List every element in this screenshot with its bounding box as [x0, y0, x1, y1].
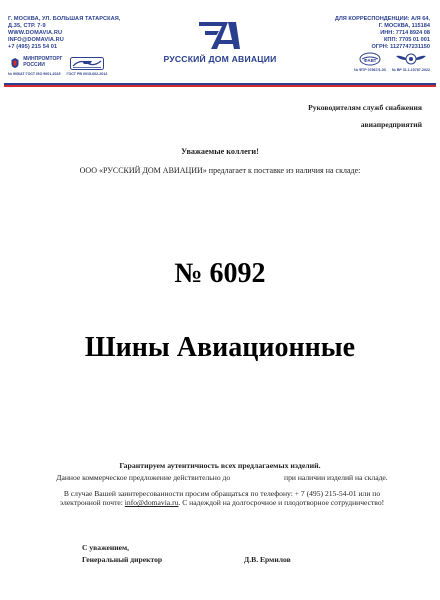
offer-title: Шины Авиационные [84, 332, 356, 363]
validity-text: Данное коммерческое предложение действительно до [56, 473, 231, 482]
validity-paragraph [28, 473, 416, 482]
guarantee-statement: Гарантируем аутентичность всех предлагаемых изделий. [119, 461, 321, 470]
contact-text: В случае Вашей заинтересованности просим обращаться по телефону: + 7 (495) 215-54-01 или по [63, 489, 381, 498]
correspondence-details [310, 16, 430, 51]
left-certifications [8, 56, 107, 76]
greeting: Уважаемые коллеги! [181, 147, 259, 156]
contact-text: . С надеждой на долгосрочное и плодотворное сотрудничество! [178, 498, 385, 507]
phone-number: +7 (495) 215 54 01 [8, 44, 58, 50]
inn-number: ИНН: 7714 8924 08 [380, 30, 430, 36]
addressee-line: Руководителям служб снабжения [308, 103, 422, 112]
letterhead [0, 0, 440, 86]
certification-icon [70, 57, 104, 70]
brand [150, 20, 290, 64]
header-divider-red [4, 85, 436, 87]
right-certifications [354, 52, 430, 72]
cert-military [392, 52, 430, 72]
cert-caption: № ФТР 07867/1-03 [354, 68, 386, 72]
kpp-number: КПП: 7705 01 001 [384, 37, 430, 43]
cert-name: ФАВТ [363, 58, 377, 63]
signer-title: Генеральный директор [82, 555, 163, 564]
closing-text: С уважением, [82, 543, 130, 552]
emblem-icon [9, 57, 21, 69]
ogrn-number: ОГРН: 1127747231150 [371, 44, 430, 50]
address-line: Д.35, СТР. 7-9 [8, 23, 46, 29]
cert-caption: № 905/АТ ГОСТ ISO 9001-2015 [8, 72, 61, 76]
intro-text: ООО «РУССКИЙ ДОМ АВИАЦИИ» предлагает к поставке из наличия на складе: [79, 166, 361, 175]
cert-caption: ГОСТ РВ 0015-002-2012 [66, 72, 108, 76]
addressee-line: авиапредприятий [360, 120, 422, 129]
email-link[interactable]: info@domavia.ru [124, 498, 179, 507]
mailing-address-line: ДЛЯ КОРРЕСПОНДЕНЦИИ: А/Я 64, [334, 16, 430, 22]
offer-number: № 6092 [174, 258, 266, 289]
company-address [8, 16, 128, 51]
mailing-address-line: Г. МОСКВА, 115184 [378, 23, 430, 29]
contact-paragraph [28, 489, 416, 507]
cert-minpromtorg [8, 56, 63, 76]
addressee [222, 99, 422, 133]
favt-emblem-icon [359, 52, 381, 66]
email-link[interactable]: INFO@DOMAVIA.RU [8, 37, 64, 43]
signature-block [82, 542, 162, 566]
cert-name: МИНПРОМТОРГ РОССИИ [23, 56, 63, 68]
address-line: Г. МОСКВА, УЛ. БОЛЬШАЯ ТАТАРСКАЯ, [8, 16, 121, 22]
cert-gost [66, 56, 107, 76]
website-link[interactable]: WWW.DOMAVIA.RU [8, 30, 63, 36]
brand-name: РУССКИЙ ДОМ АВИАЦИИ [163, 54, 277, 64]
wings-emblem-icon [395, 52, 427, 66]
brand-logo-icon [195, 20, 245, 50]
validity-text: при наличии изделий на складе. [284, 473, 388, 482]
signer-name: Д.В. Ермилов [244, 555, 291, 564]
cert-caption: № ВР 31.1.10787-2022 [391, 68, 430, 72]
contact-text: электронной почте: [59, 498, 123, 507]
cert-favt [354, 52, 386, 72]
